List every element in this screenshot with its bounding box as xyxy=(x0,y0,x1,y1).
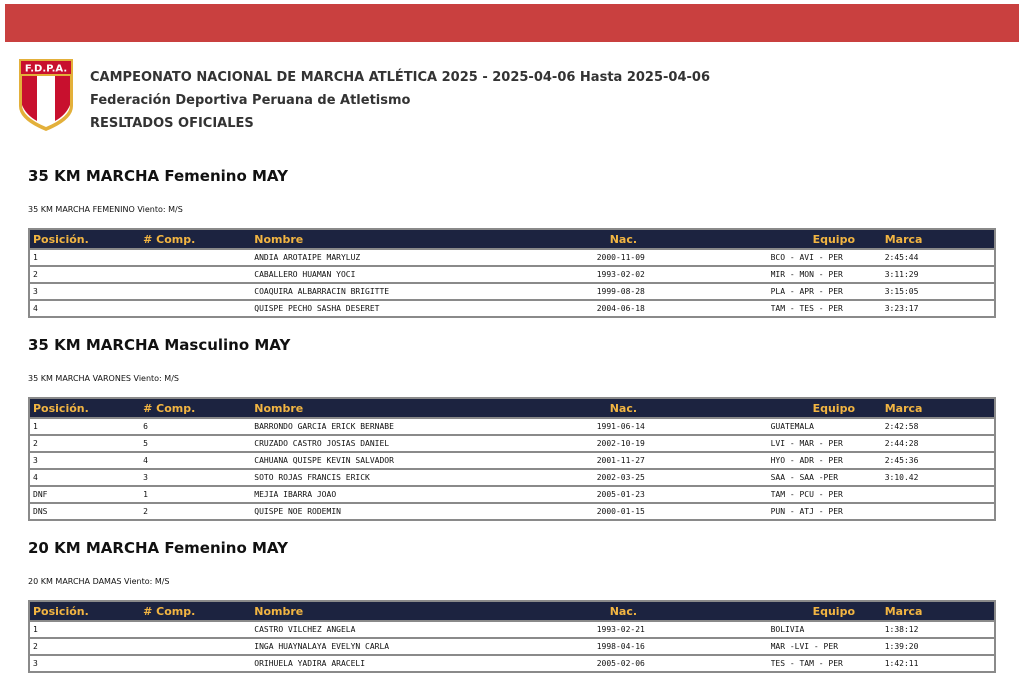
table-row xyxy=(29,435,995,452)
cell-nac: 2004-06-18 xyxy=(570,300,771,317)
cell-comp xyxy=(140,266,251,283)
cell-position: DNS xyxy=(29,503,140,520)
col-position: Posición. xyxy=(29,398,140,418)
cell-position: 2 xyxy=(29,638,140,655)
cell-nac: 2005-02-06 xyxy=(570,655,771,672)
cell-mark: 3:11:29 xyxy=(882,266,995,283)
col-name: Nombre xyxy=(251,398,569,418)
col-position: Posición. xyxy=(29,229,140,249)
col-comp: # Comp. xyxy=(140,229,251,249)
cell-team: SAA - SAA -PER xyxy=(771,469,882,486)
section-title: 35 KM MARCHA Masculino MAY xyxy=(28,336,291,354)
table-row xyxy=(29,503,995,520)
cell-position: 1 xyxy=(29,621,140,638)
cell-comp: 1 xyxy=(140,486,251,503)
table-row xyxy=(29,300,995,317)
cell-name: QUISPE NOE RODEMIN xyxy=(251,503,569,520)
col-mark: Marca xyxy=(882,398,995,418)
cell-position: 2 xyxy=(29,266,140,283)
table-row xyxy=(29,283,995,300)
col-mark: Marca xyxy=(882,229,995,249)
cell-name: CAHUANA QUISPE KEVIN SALVADOR xyxy=(251,452,569,469)
cell-name: MEJIA IBARRA JOAO xyxy=(251,486,569,503)
event-section-2 xyxy=(28,335,996,521)
table-row xyxy=(29,621,995,638)
cell-name: BARRONDO GARCIA ERICK BERNABE xyxy=(251,418,569,435)
fdpa-logo xyxy=(18,58,74,132)
results-table xyxy=(28,228,996,318)
cell-position: 2 xyxy=(29,435,140,452)
cell-mark: 1:39:20 xyxy=(882,638,995,655)
cell-comp: 2 xyxy=(140,503,251,520)
cell-position: 4 xyxy=(29,300,140,317)
cell-name: INGA HUAYNALAYA EVELYN CARLA xyxy=(251,638,569,655)
cell-nac: 2002-03-25 xyxy=(570,469,771,486)
event-section-1 xyxy=(28,166,996,318)
results-table xyxy=(28,600,996,673)
cell-comp xyxy=(140,638,251,655)
table-row xyxy=(29,249,995,266)
cell-comp xyxy=(140,283,251,300)
cell-team: TES - TAM - PER xyxy=(771,655,882,672)
col-team: Equipo xyxy=(771,229,882,249)
cell-comp: 5 xyxy=(140,435,251,452)
cell-comp xyxy=(140,249,251,266)
cell-comp: 3 xyxy=(140,469,251,486)
cell-position: 3 xyxy=(29,655,140,672)
championship-title: CAMPEONATO NACIONAL DE MARCHA ATLÉTICA 2025 - 2025-04-06 Hasta 2025-04-06 xyxy=(90,70,710,85)
cell-comp: 6 xyxy=(140,418,251,435)
cell-name: COAQUIRA ALBARRACIN BRIGITTE xyxy=(251,283,569,300)
cell-team: LVI - MAR - PER xyxy=(771,435,882,452)
cell-team: TAM - TES - PER xyxy=(771,300,882,317)
cell-nac: 1993-02-21 xyxy=(570,621,771,638)
cell-nac: 2001-11-27 xyxy=(570,452,771,469)
results-subtitle: RESLTADOS OFICIALES xyxy=(90,116,254,131)
cell-mark xyxy=(882,503,995,520)
cell-position: 3 xyxy=(29,452,140,469)
cell-team: PLA - APR - PER xyxy=(771,283,882,300)
cell-name: ANDIA AROTAIPE MARYLUZ xyxy=(251,249,569,266)
table-row xyxy=(29,418,995,435)
section-subtitle: 20 KM MARCHA DAMAS Viento: M/S xyxy=(28,577,170,586)
cell-name: CRUZADO CASTRO JOSIAS DANIEL xyxy=(251,435,569,452)
table-row xyxy=(29,452,995,469)
cell-position: 1 xyxy=(29,249,140,266)
table-header-row xyxy=(29,601,995,621)
cell-mark: 3:23:17 xyxy=(882,300,995,317)
col-name: Nombre xyxy=(251,229,569,249)
cell-name: QUISPE PECHO SASHA DESERET xyxy=(251,300,569,317)
cell-team: MIR - MON - PER xyxy=(771,266,882,283)
event-section-3 xyxy=(28,538,996,673)
cell-team: GUATEMALA xyxy=(771,418,882,435)
col-mark: Marca xyxy=(882,601,995,621)
col-comp: # Comp. xyxy=(140,398,251,418)
cell-comp xyxy=(140,655,251,672)
cell-team: MAR -LVI - PER xyxy=(771,638,882,655)
cell-name: ORIHUELA YADIRA ARACELI xyxy=(251,655,569,672)
cell-nac: 2005-01-23 xyxy=(570,486,771,503)
cell-position: DNF xyxy=(29,486,140,503)
col-nac: Nac. xyxy=(570,398,771,418)
cell-position: 4 xyxy=(29,469,140,486)
cell-team: BCO - AVI - PER xyxy=(771,249,882,266)
results-table xyxy=(28,397,996,521)
col-team: Equipo xyxy=(771,601,882,621)
cell-nac: 1998-04-16 xyxy=(570,638,771,655)
table-header-row xyxy=(29,229,995,249)
cell-mark: 3:15:05 xyxy=(882,283,995,300)
cell-mark: 1:38:12 xyxy=(882,621,995,638)
cell-mark: 1:42:11 xyxy=(882,655,995,672)
cell-nac: 1993-02-02 xyxy=(570,266,771,283)
table-row xyxy=(29,655,995,672)
cell-nac: 2000-11-09 xyxy=(570,249,771,266)
col-nac: Nac. xyxy=(570,601,771,621)
col-team: Equipo xyxy=(771,398,882,418)
page-header xyxy=(18,58,1008,138)
cell-mark: 2:44:28 xyxy=(882,435,995,452)
table-header-row xyxy=(29,398,995,418)
cell-comp xyxy=(140,300,251,317)
cell-team: PUN - ATJ - PER xyxy=(771,503,882,520)
cell-name: SOTO ROJAS FRANCIS ERICK xyxy=(251,469,569,486)
cell-nac: 1991-06-14 xyxy=(570,418,771,435)
table-row xyxy=(29,266,995,283)
cell-mark: 2:42:58 xyxy=(882,418,995,435)
col-position: Posición. xyxy=(29,601,140,621)
cell-nac: 2000-01-15 xyxy=(570,503,771,520)
cell-comp: 4 xyxy=(140,452,251,469)
cell-position: 3 xyxy=(29,283,140,300)
section-title: 20 KM MARCHA Femenino MAY xyxy=(28,539,288,557)
section-subtitle: 35 KM MARCHA VARONES Viento: M/S xyxy=(28,374,179,383)
top-banner xyxy=(5,4,1019,42)
cell-team: TAM - PCU - PER xyxy=(771,486,882,503)
section-subtitle: 35 KM MARCHA FEMENINO Viento: M/S xyxy=(28,205,183,214)
table-row xyxy=(29,638,995,655)
cell-mark xyxy=(882,486,995,503)
section-title: 35 KM MARCHA Femenino MAY xyxy=(28,167,288,185)
col-comp: # Comp. xyxy=(140,601,251,621)
cell-nac: 1999-08-28 xyxy=(570,283,771,300)
table-row xyxy=(29,469,995,486)
cell-team: HYO - ADR - PER xyxy=(771,452,882,469)
cell-team: BOLIVIA xyxy=(771,621,882,638)
col-nac: Nac. xyxy=(570,229,771,249)
cell-name: CABALLERO HUAMAN YOCI xyxy=(251,266,569,283)
federation-name: Federación Deportiva Peruana de Atletismo xyxy=(90,93,411,108)
cell-position: 1 xyxy=(29,418,140,435)
table-row xyxy=(29,486,995,503)
cell-comp xyxy=(140,621,251,638)
col-name: Nombre xyxy=(251,601,569,621)
cell-mark: 3:10.42 xyxy=(882,469,995,486)
cell-name: CASTRO VILCHEZ ANGELA xyxy=(251,621,569,638)
cell-mark: 2:45:44 xyxy=(882,249,995,266)
cell-nac: 2002-10-19 xyxy=(570,435,771,452)
logo-text: F.D.P.A. xyxy=(24,63,68,75)
cell-mark: 2:45:36 xyxy=(882,452,995,469)
